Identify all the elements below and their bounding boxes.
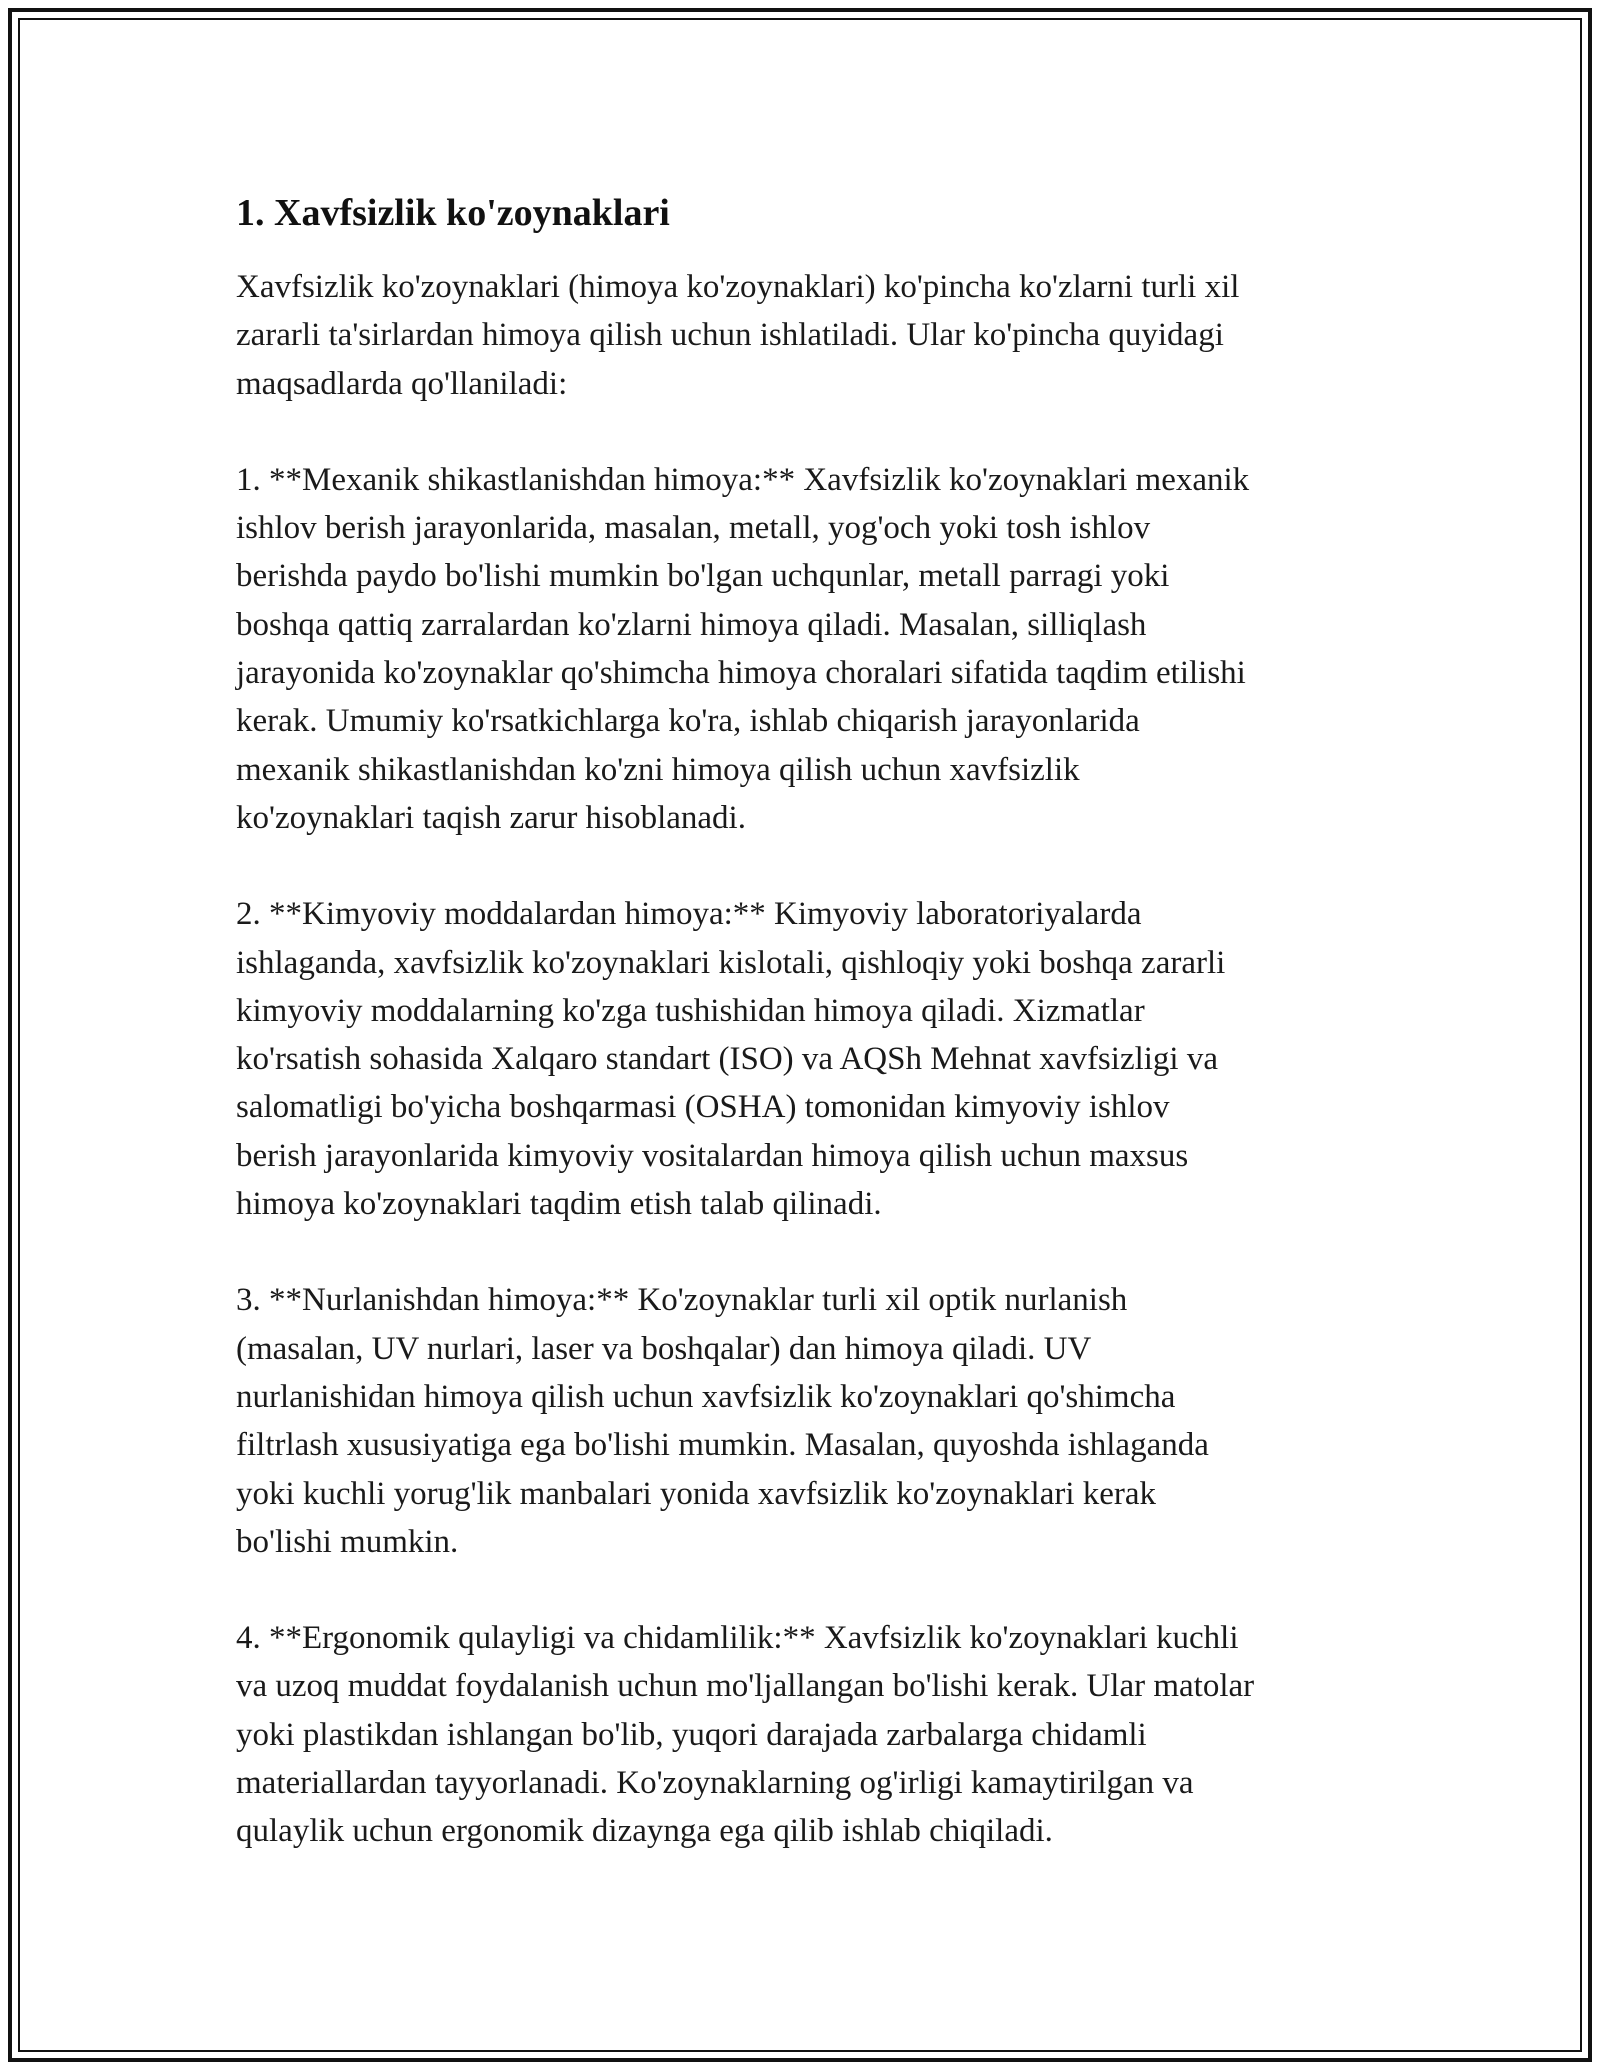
text-line: boshqa qattiq zarralardan ko'zlarni himoya qiladi. Masalan, silliqlash bbox=[236, 606, 1147, 643]
text-line: 3. **Nurlanishdan himoya:** Ko'zoynaklar turli xil optik nurlanish bbox=[236, 1282, 1128, 1319]
text-line: yoki plastikdan ishlangan bo'lib, yuqori darajada zarbalarga chidamli bbox=[236, 1716, 1147, 1753]
text-line: mexanik shikastlanishdan ko'zni himoya qilish uchun xavfsizlik bbox=[236, 751, 1080, 788]
text-line: ishlov berish jarayonlarida, masalan, metall, yog'och yoki tosh ishlov bbox=[236, 510, 1151, 547]
list-item-chemical bbox=[236, 890, 1386, 1228]
intro-paragraph bbox=[236, 263, 1386, 408]
text-line: kerak. Umumiy ko'rsatkichlarga ko'ra, ishlab chiqarish jarayonlarida bbox=[236, 703, 1140, 740]
text-line: 1. **Mexanik shikastlanishdan himoya:** Xavfsizlik ko'zoynaklari mexanik bbox=[236, 461, 1250, 498]
list-item-mechanical bbox=[236, 456, 1386, 842]
text-line: yoki kuchli yorug'lik manbalari yonida xavfsizlik ko'zoynaklari kerak bbox=[236, 1475, 1157, 1512]
text-line: nurlanishidan himoya qilish uchun xavfsizlik ko'zoynaklari qo'shimcha bbox=[236, 1378, 1176, 1415]
text-line: filtrlash xususiyatiga ega bo'lishi mumkin. Masalan, quyoshda ishlaganda bbox=[236, 1427, 1209, 1464]
text-line: himoya ko'zoynaklari taqdim etish talab qilinadi. bbox=[236, 1186, 882, 1223]
text-line: 4. **Ergonomik qulayligi va chidamlilik:** Xavfsizlik ko'zoynaklari kuchli bbox=[236, 1620, 1239, 1657]
text-line: maqsadlarda qo'llaniladi: bbox=[236, 365, 568, 402]
text-line: ishlaganda, xavfsizlik ko'zoynaklari kislotali, qishloqiy yoki boshqa zararli bbox=[236, 944, 1226, 981]
text-line: ko'zoynaklari taqish zarur hisoblanadi. bbox=[236, 799, 746, 836]
list-item-radiation bbox=[236, 1276, 1386, 1566]
text-line: bo'lishi mumkin. bbox=[236, 1523, 459, 1560]
list-item-ergonomics bbox=[236, 1614, 1386, 1855]
text-line: (masalan, UV nurlari, laser va boshqalar) dan himoya qiladi. UV bbox=[236, 1330, 1092, 1367]
text-line: 2. **Kimyoviy moddalardan himoya:** Kimyoviy laboratoriyalarda bbox=[236, 896, 1142, 933]
text-line: materiallardan tayyorlanadi. Ko'zoynaklarning og'irligi kamaytirilgan va bbox=[236, 1765, 1194, 1802]
text-line: ko'rsatish sohasida Xalqaro standart (ISO) va AQSh Mehnat xavfsizligi va bbox=[236, 1041, 1218, 1078]
document-title: 1. Xavfsizlik ko'zoynaklari bbox=[236, 192, 670, 234]
text-line: kimyoviy moddalarning ko'zga tushishidan himoya qiladi. Xizmatlar bbox=[236, 992, 1145, 1029]
text-line: berishda paydo bo'lishi mumkin bo'lgan uchqunlar, metall parragi yoki bbox=[236, 558, 1170, 595]
text-line: qulaylik uchun ergonomik dizaynga ega qilib ishlab chiqiladi. bbox=[236, 1813, 1053, 1850]
text-line: Xavfsizlik ko'zoynaklari (himoya ko'zoynaklari) ko'pincha ko'zlarni turli xil bbox=[236, 269, 1240, 305]
document-body bbox=[236, 185, 1386, 1904]
text-line: salomatligi bo'yicha boshqarmasi (OSHA) tomonidan kimyoviy ishlov bbox=[236, 1089, 1170, 1126]
text-line: va uzoq muddat foydalanish uchun mo'ljallangan bo'lishi kerak. Ular matolar bbox=[236, 1668, 1255, 1705]
text-line: zararli ta'sirlardan himoya qilish uchun ishlatiladi. Ular ko'pincha quyidagi bbox=[236, 317, 1224, 354]
text-line: berish jarayonlarida kimyoviy vositalardan himoya qilish uchun maxsus bbox=[236, 1137, 1189, 1174]
text-line: jarayonida ko'zoynaklar qo'shimcha himoya choralari sifatida taqdim etilishi bbox=[236, 655, 1246, 692]
